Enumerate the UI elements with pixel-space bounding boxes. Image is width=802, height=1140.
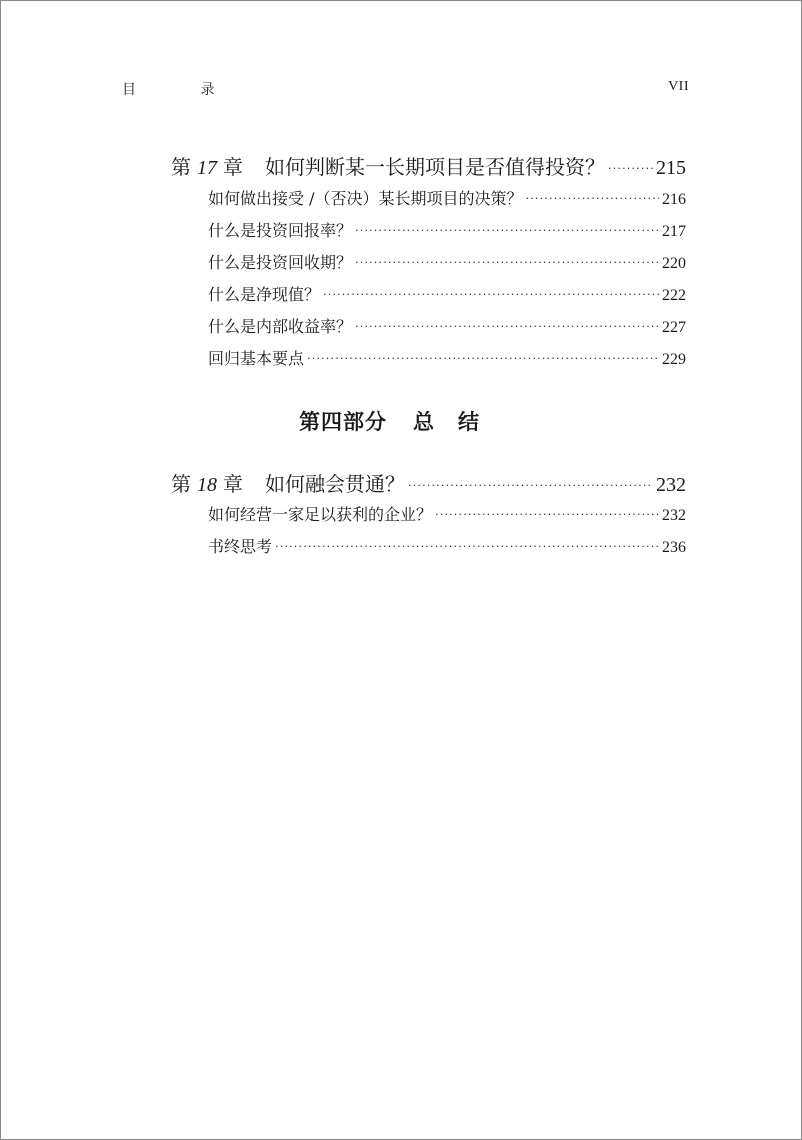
dot-leader [525,192,659,205]
toc-section[interactable] [208,186,686,210]
dot-leader [435,508,659,521]
toc-section[interactable] [208,250,686,274]
part-heading [1,406,801,436]
section-title: 什么是投资回收期？ [208,253,353,272]
running-header [122,79,689,99]
chapter-page-number: 215 [656,157,686,179]
section-title: 什么是内部收益率？ [208,317,353,336]
section-page-number: 227 [662,319,686,336]
section-page-number: 236 [662,539,686,556]
header-page-number: VII [668,79,689,94]
toc-chapter-17[interactable] [171,151,686,179]
toc-section[interactable] [208,282,686,306]
toc-chapter-18[interactable] [171,468,686,496]
chapter-suffix: 章 [223,155,243,179]
section-page-number: 220 [662,255,686,272]
section-title: 什么是净现值？ [208,285,321,304]
chapter-title: 如何融会贯通？ [265,472,405,496]
chapter-number: 18 [197,474,217,496]
part-name: 总结 [413,410,503,434]
dot-leader [275,540,659,553]
section-page-number: 232 [662,507,686,524]
section-title: 什么是投资回报率？ [208,221,353,240]
chapter-number: 17 [197,157,217,179]
section-page-number: 216 [662,191,686,208]
section-title: 回归基本要点 [208,349,305,368]
chapter-suffix: 章 [223,472,243,496]
section-page-number: 229 [662,351,686,368]
toc-section[interactable] [208,218,686,242]
toc-section[interactable] [208,346,686,370]
section-page-number: 222 [662,287,686,304]
header-title: 目 录 [122,82,245,98]
dot-leader [307,352,659,365]
part-label: 第四部分 [299,410,387,434]
dot-leader [355,320,659,333]
dot-leader [355,224,659,237]
section-title: 如何经营一家足以获利的企业？ [208,505,433,524]
section-title: 如何做出接受 /（否决）某长期项目的决策？ [208,189,523,208]
chapter-title: 如何判断某一长期项目是否值得投资？ [265,155,605,179]
chapter-prefix: 第 [171,155,191,179]
dot-leader [355,256,659,269]
toc-section[interactable] [208,314,686,338]
section-page-number: 217 [662,223,686,240]
toc-section[interactable] [208,502,686,526]
section-title: 书终思考 [208,537,273,556]
dot-leader [608,162,653,175]
dot-leader [408,479,653,492]
toc-section[interactable] [208,534,686,558]
dot-leader [323,288,659,301]
chapter-page-number: 232 [656,474,686,496]
chapter-prefix: 第 [171,472,191,496]
